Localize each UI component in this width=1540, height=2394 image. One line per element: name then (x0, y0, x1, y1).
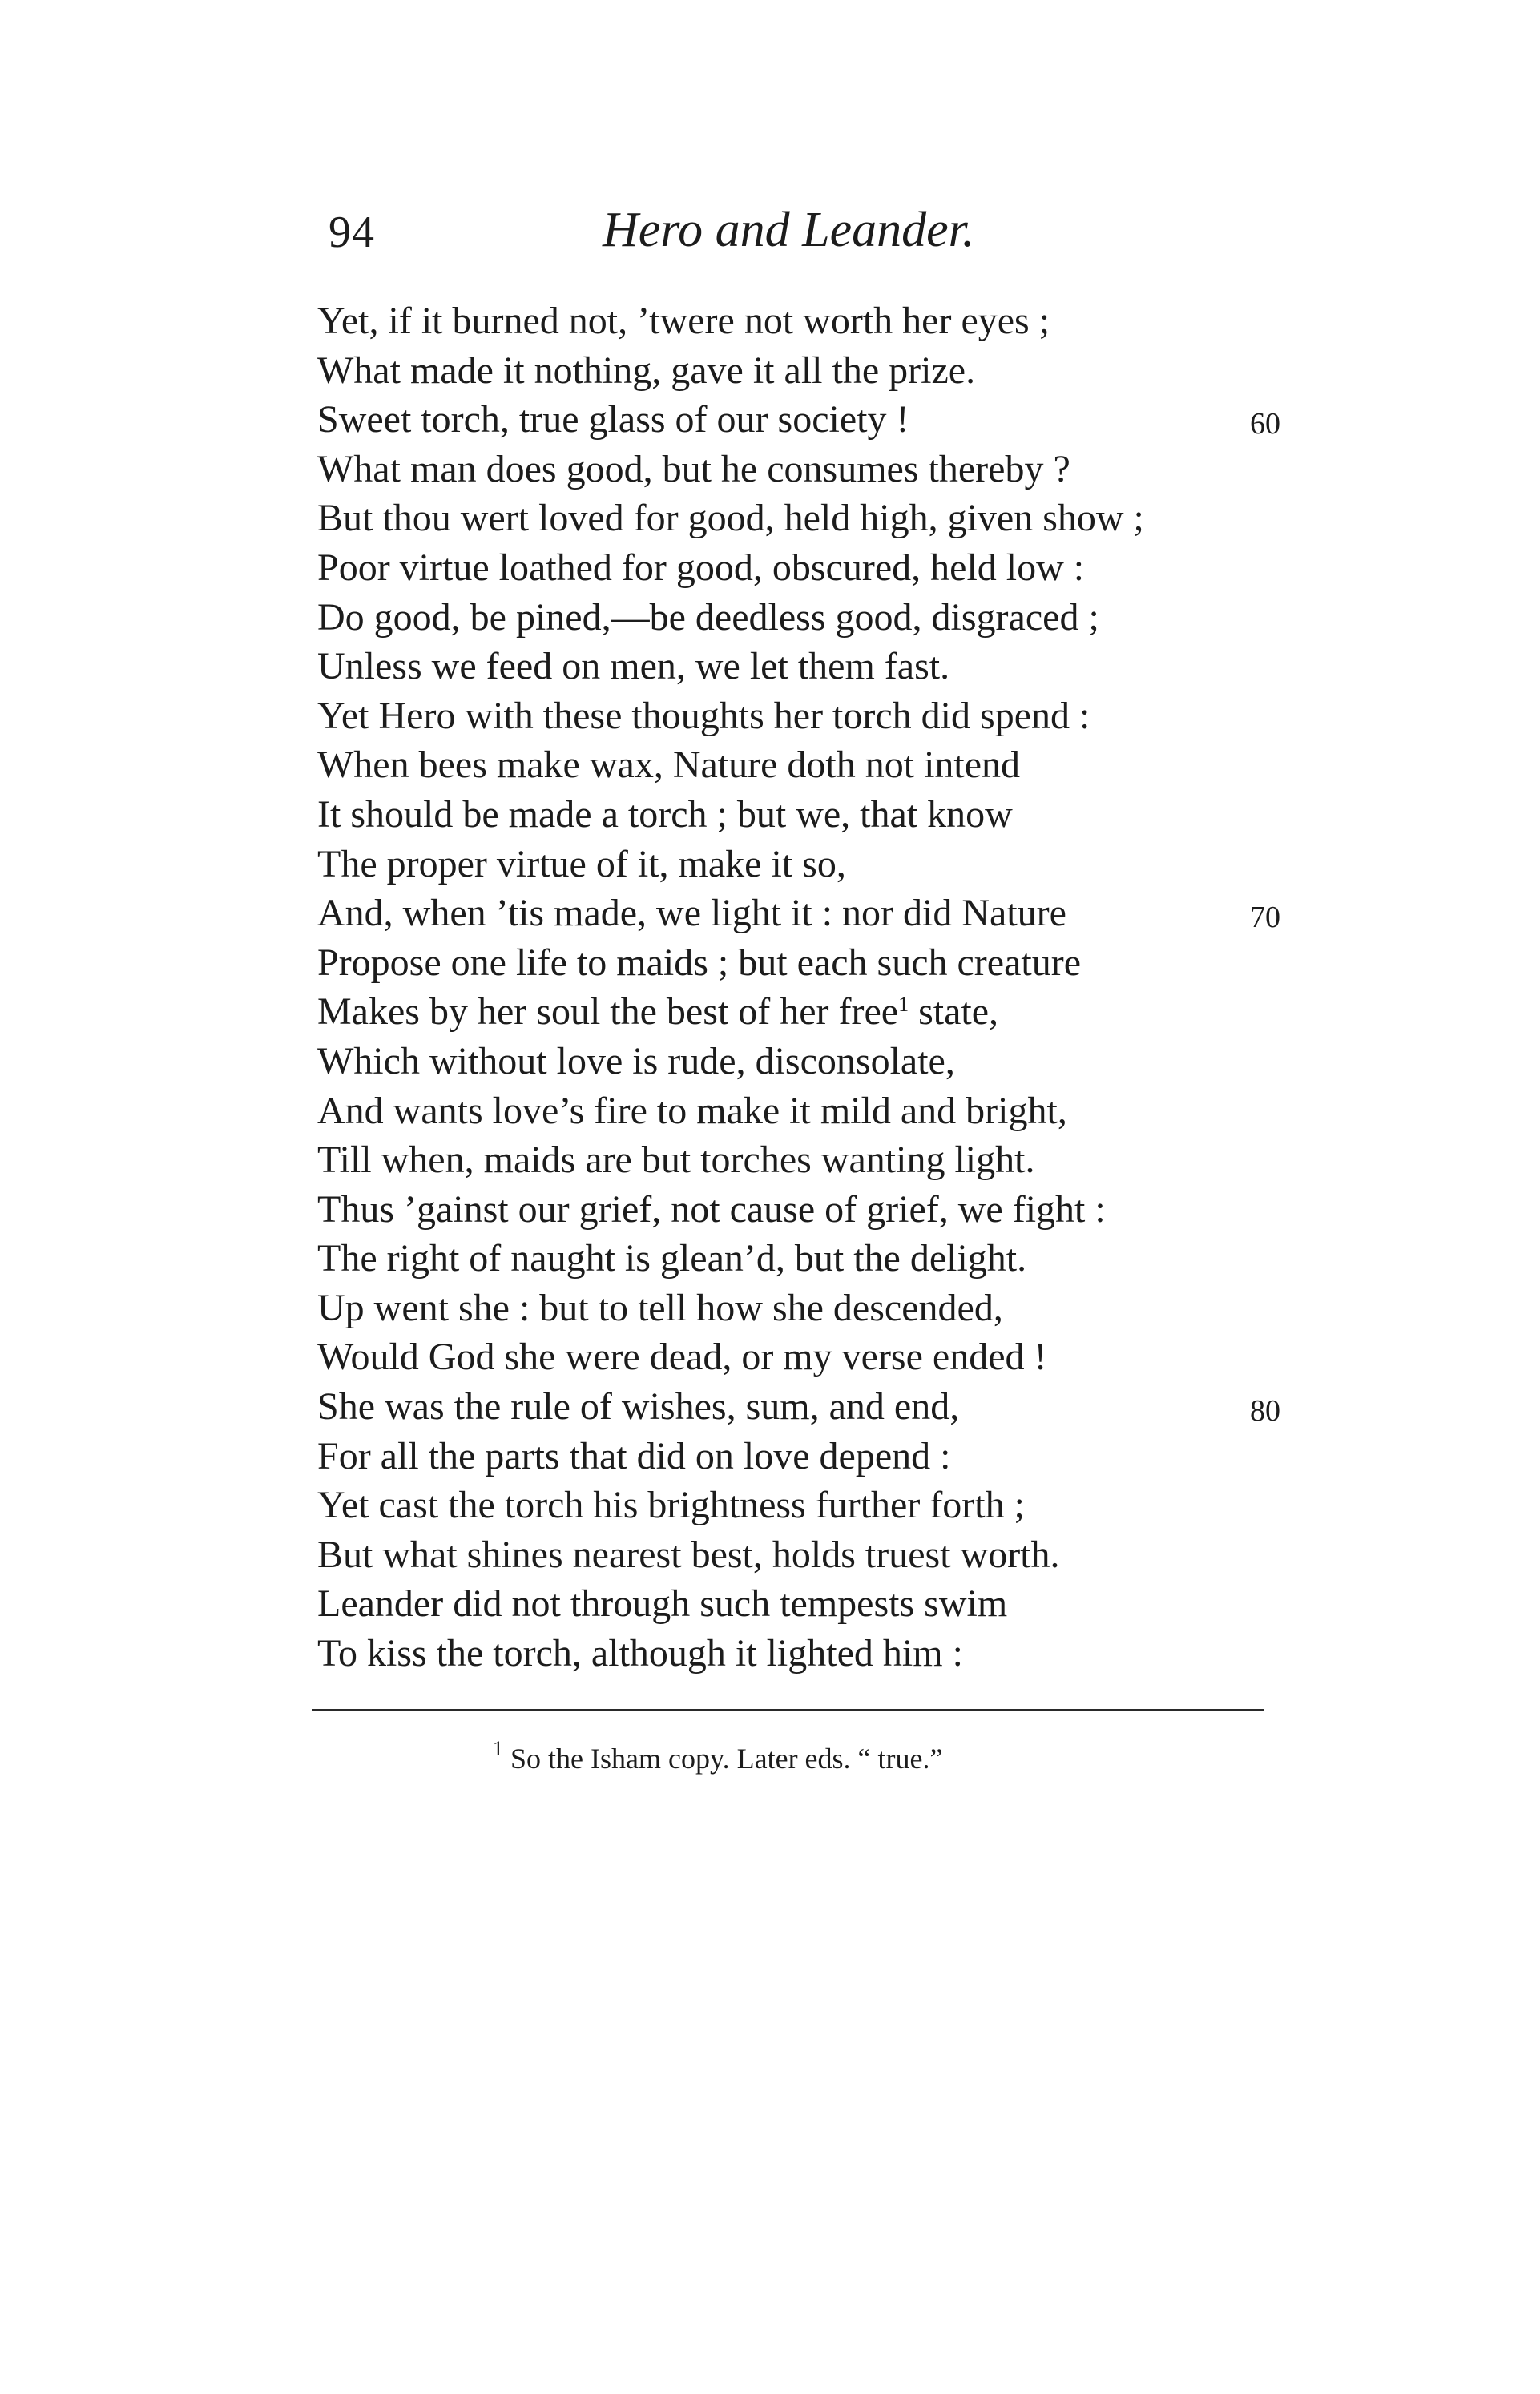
poem-line-text-continued: state, (909, 990, 999, 1034)
poem-line (317, 1135, 1279, 1185)
poem-line (317, 938, 1279, 988)
poem-line-text: Up went she : but to tell how she descended, (317, 1286, 1003, 1329)
poem-line-text: What man does good, but he consumes thereby ? (317, 447, 1070, 490)
poem-line-text: Thus ’gainst our grief, not cause of grief, we fight : (317, 1187, 1106, 1231)
poem-line (317, 1284, 1279, 1333)
poem-line-text: She was the rule of wishes, sum, and end, (317, 1385, 960, 1429)
poem-line-text: Poor virtue loathed for good, obscured, held low : (317, 546, 1085, 589)
poem-line-text: Would God she were dead, or my verse ended ! (317, 1336, 1047, 1379)
poem-line-text: It should be made a torch ; but we, that know (317, 792, 1013, 836)
poem-line (317, 445, 1279, 494)
poem-line (317, 740, 1279, 790)
poem-line-text: The right of naught is glean’d, but the delight. (317, 1237, 1027, 1280)
poem-line (317, 346, 1279, 396)
poem-line-text: For all the parts that did on love depend : (317, 1434, 951, 1477)
poem-line-text: The proper virtue of it, make it so, (317, 842, 846, 885)
poem-line (317, 1037, 1279, 1086)
line-number: 60 (1250, 407, 1280, 441)
poem-line (317, 593, 1279, 643)
poem-line (317, 1481, 1279, 1530)
poem-text (317, 296, 1279, 1679)
poem-line (317, 395, 1279, 445)
poem-line-text: Unless we feed on men, we let them fast. (317, 645, 950, 688)
poem-line-text: What made it nothing, gave it all the prize. (317, 349, 976, 392)
poem-line-text: Yet, if it burned not, ’twere not worth her eyes ; (317, 300, 1050, 342)
footnote-text: So the Isham copy. Later eds. “ true.” (503, 1743, 943, 1775)
poem-line (317, 1629, 1279, 1679)
poem-line-text: And, when ’tis made, we light it : nor did Nature (317, 892, 1066, 935)
poem-line-text: Yet cast the torch his brightness further forth ; (317, 1484, 1025, 1527)
poem-line (317, 889, 1279, 938)
footnote-divider (312, 1709, 1264, 1711)
poem-line-text: And wants love’s fire to make it mild and bright, (317, 1089, 1067, 1132)
poem-line (317, 790, 1279, 840)
poem-line-text: Till when, maids are but torches wanting light. (317, 1139, 1035, 1182)
poem-line (317, 494, 1279, 543)
poem-line (317, 1086, 1279, 1136)
running-title: Hero and Leander. (603, 203, 975, 257)
poem-line (317, 543, 1279, 593)
poem-line (317, 691, 1279, 741)
poem-line (317, 1332, 1279, 1382)
poem-line-text: Propose one life to maids ; but each such creature (317, 941, 1082, 984)
footnote-reference: 1 (898, 993, 909, 1017)
poem-line-text: But thou wert loved for good, held high, given show ; (317, 497, 1144, 540)
poem-line-text: Which without love is rude, disconsolate, (317, 1039, 955, 1082)
poem-line (317, 642, 1279, 691)
poem-line-text: To kiss the torch, although it lighted him : (317, 1632, 963, 1675)
poem-line (317, 840, 1279, 889)
poem-line-text: Yet Hero with these thoughts her torch did spend : (317, 694, 1090, 737)
poem-line (317, 987, 1279, 1037)
poem-line (317, 1185, 1279, 1235)
poem-line-text: But what shines nearest best, holds truest worth. (317, 1533, 1060, 1576)
line-number: 80 (1250, 1394, 1280, 1429)
footnote-marker: 1 (493, 1737, 503, 1760)
poem-line (317, 1530, 1279, 1580)
poem-line (317, 1432, 1279, 1481)
poem-line (317, 1234, 1279, 1284)
poem-line (317, 296, 1279, 346)
poem-line-text: Makes by her soul the best of her free (317, 990, 899, 1034)
poem-line-text: Leander did not through such tempests swim (317, 1582, 1008, 1626)
footnote (493, 1737, 943, 1775)
poem-line-text: When bees make wax, Nature doth not intend (317, 744, 1021, 787)
line-number: 70 (1250, 901, 1280, 935)
poem-line-text: Do good, be pined,—be deedless good, disgraced ; (317, 595, 1099, 639)
poem-line (317, 1382, 1279, 1432)
poem-line (317, 1579, 1279, 1629)
page-number: 94 (329, 208, 375, 257)
poem-line-text: Sweet torch, true glass of our society ! (317, 398, 909, 441)
